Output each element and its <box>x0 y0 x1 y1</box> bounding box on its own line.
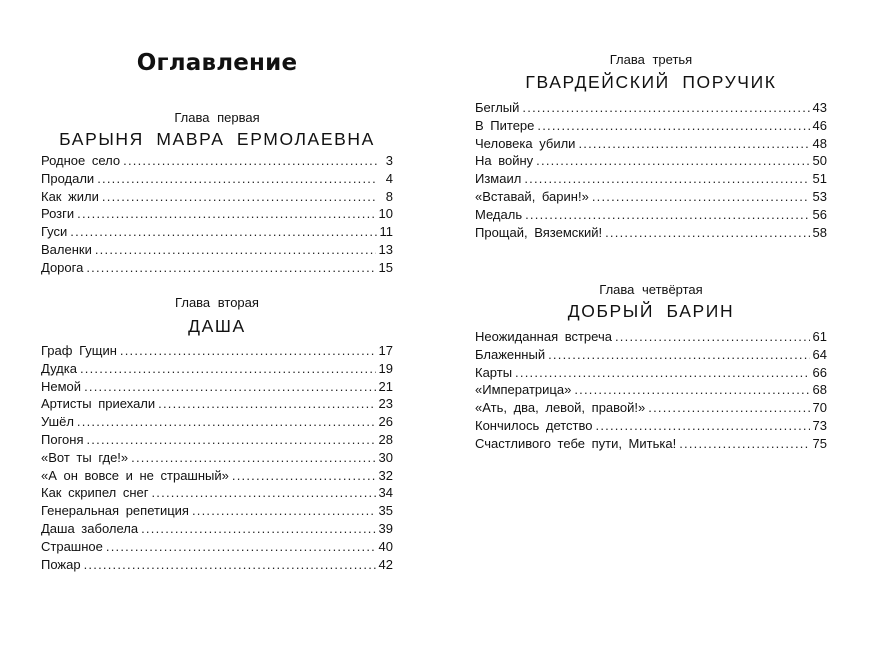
toc-entry-page-number: 21 <box>378 378 393 394</box>
toc-entry-page-number: 8 <box>385 188 393 204</box>
toc-entry-page-number: 23 <box>378 396 393 412</box>
toc-entry <box>475 170 827 188</box>
toc-entry-name: Страшное <box>41 538 103 554</box>
toc-entry <box>41 205 393 223</box>
toc-entry-name: «Вставай, барин!» <box>475 188 589 204</box>
toc-entry <box>475 224 827 242</box>
toc-entry-page-number: 68 <box>812 382 827 398</box>
toc-entry-name: Розги <box>41 206 75 222</box>
toc-entry <box>41 556 393 574</box>
toc-entry-name: Гуси <box>41 224 68 240</box>
toc-entry <box>475 117 827 135</box>
toc-entry-page-number: 46 <box>812 117 827 133</box>
toc-dot-leader <box>131 449 375 467</box>
toc-dot-leader <box>596 417 810 435</box>
toc-dot-leader <box>77 413 376 431</box>
toc-entry-page-number: 51 <box>812 171 827 187</box>
toc-entry <box>41 342 393 360</box>
chapter-4-title: ДОБРЫЙ БАРИН <box>567 301 735 321</box>
toc-entry-page-number: 43 <box>812 100 827 115</box>
toc-entry <box>41 152 393 170</box>
toc-entry-name: Валенки <box>41 241 92 257</box>
toc-dot-leader <box>524 170 809 188</box>
toc-dot-leader <box>605 224 809 242</box>
toc-entry-page-number: 4 <box>385 170 393 186</box>
toc-entry-page-number: 56 <box>812 206 827 222</box>
toc-entry-page-number: 40 <box>378 538 393 554</box>
toc-entry-name: Блаженный <box>475 346 546 362</box>
chapter-2-entries <box>41 342 393 573</box>
toc-entry <box>475 417 827 435</box>
toc-entry-name: «Императрица» <box>475 382 572 398</box>
toc-dot-leader <box>679 435 809 453</box>
toc-entry-name: Человека убили <box>475 135 576 151</box>
toc-entry <box>41 223 393 241</box>
toc-entry-name: Медаль <box>475 206 523 222</box>
toc-dot-leader <box>86 259 375 277</box>
toc-dot-leader <box>574 381 809 399</box>
toc-entry <box>475 364 827 382</box>
toc-entry <box>41 360 393 378</box>
toc-dot-leader <box>522 99 809 117</box>
toc-dot-leader <box>536 152 809 170</box>
toc-entry-name: Как жили <box>41 188 99 204</box>
toc-dot-leader <box>84 556 376 574</box>
toc-title: Оглавление <box>136 50 298 76</box>
toc-entry <box>41 520 393 538</box>
toc-entry <box>41 484 393 502</box>
toc-entry-page-number: 66 <box>812 364 827 380</box>
toc-entry-name: Ушёл <box>41 414 74 430</box>
toc-dot-leader <box>648 399 809 417</box>
chapter-1-title: БАРЫНЯ МАВРА ЕРМОЛАЕВНА <box>59 129 375 149</box>
toc-entry <box>475 435 827 453</box>
toc-dot-leader <box>123 152 378 170</box>
toc-entry-page-number: 19 <box>378 360 393 376</box>
toc-entry-page-number: 32 <box>378 467 393 483</box>
toc-entry-page-number: 50 <box>812 153 827 169</box>
toc-dot-leader <box>106 538 376 556</box>
toc-entry-name: Беглый <box>475 100 520 115</box>
toc-dot-leader <box>86 431 375 449</box>
toc-dot-leader <box>158 395 375 413</box>
chapter-2-title: ДАША <box>188 316 246 336</box>
toc-entry <box>41 259 393 277</box>
toc-entry <box>41 395 393 413</box>
toc-dot-leader <box>592 188 810 206</box>
chapter-2-kicker: Глава вторая <box>175 295 259 310</box>
toc-entry-page-number: 34 <box>378 485 393 501</box>
toc-entry <box>41 467 393 485</box>
toc-entry-page-number: 28 <box>378 431 393 447</box>
toc-entry-name: «Ать, два, левой, правой!» <box>475 400 646 416</box>
chapter-1-kicker: Глава первая <box>174 110 260 125</box>
toc-entry-name: Родное село <box>41 153 121 168</box>
toc-entry <box>475 206 827 224</box>
toc-entry-name: Артисты приехали <box>41 396 156 412</box>
toc-entry-name: На войну <box>475 153 534 169</box>
toc-dot-leader <box>525 206 809 224</box>
toc-entry <box>475 135 827 153</box>
toc-entry <box>41 431 393 449</box>
toc-entry <box>41 502 393 520</box>
toc-entry-name: Неожиданная встреча <box>475 329 612 344</box>
toc-entry-page-number: 10 <box>378 206 393 222</box>
toc-dot-leader <box>84 378 375 396</box>
chapter-3-title: ГВАРДЕЙСКИЙ ПОРУЧИК <box>525 72 777 92</box>
toc-dot-leader <box>578 135 809 153</box>
toc-entry-page-number: 61 <box>812 329 827 344</box>
toc-entry-page-number: 64 <box>812 346 827 362</box>
chapter-3-entries <box>475 99 827 241</box>
toc-entry <box>41 378 393 396</box>
toc-dot-leader <box>615 328 810 346</box>
toc-dot-leader <box>102 188 378 206</box>
toc-entry-page-number: 17 <box>378 343 393 358</box>
toc-entry-page-number: 75 <box>812 435 827 451</box>
toc-entry-page-number: 48 <box>812 135 827 151</box>
toc-dot-leader <box>537 117 809 135</box>
toc-entry-name: Граф Гущин <box>41 343 117 358</box>
toc-dot-leader <box>192 502 376 520</box>
toc-entry <box>475 346 827 364</box>
toc-entry-name: Продали <box>41 170 95 186</box>
toc-dot-leader <box>95 241 376 259</box>
toc-entry-page-number: 39 <box>378 520 393 536</box>
toc-entry-page-number: 11 <box>379 224 393 240</box>
toc-entry-name: Дорога <box>41 259 84 275</box>
toc-dot-leader <box>97 170 378 188</box>
toc-entry-page-number: 70 <box>812 400 827 416</box>
toc-entry-name: Прощай, Вяземский! <box>475 224 603 240</box>
chapter-1-entries <box>41 152 393 277</box>
toc-entry-name: Даша заболела <box>41 520 139 536</box>
toc-entry-page-number: 35 <box>378 503 393 519</box>
toc-entry-name: В Питере <box>475 117 535 133</box>
toc-dot-leader <box>141 520 375 538</box>
toc-entry <box>41 241 393 259</box>
toc-entry <box>41 413 393 431</box>
toc-entry-name: Измаил <box>475 171 522 187</box>
toc-entry <box>475 328 827 346</box>
toc-entry <box>41 449 393 467</box>
toc-entry-name: «А он вовсе и не страшный» <box>41 467 229 483</box>
toc-entry-name: Счастливого тебе пути, Митька! <box>475 435 677 451</box>
toc-entry <box>41 538 393 556</box>
toc-entry-name: Немой <box>41 378 82 394</box>
toc-entry-page-number: 73 <box>812 417 827 433</box>
chapter-4-entries <box>475 328 827 453</box>
toc-entry <box>475 99 827 117</box>
toc-entry-page-number: 3 <box>385 153 393 168</box>
toc-dot-leader <box>70 223 376 241</box>
toc-entry-page-number: 13 <box>378 241 393 257</box>
toc-entry <box>475 381 827 399</box>
toc-entry-page-number: 58 <box>812 224 827 240</box>
toc-entry-name: Как скрипел снег <box>41 485 149 501</box>
toc-entry <box>41 188 393 206</box>
toc-entry-name: Карты <box>475 364 513 380</box>
toc-dot-leader <box>515 364 809 382</box>
toc-entry-name: «Вот ты где!» <box>41 449 129 465</box>
toc-entry-name: Генеральная репетиция <box>41 503 189 519</box>
toc-entry-name: Пожар <box>41 556 81 572</box>
toc-entry-name: Дудка <box>41 360 77 376</box>
toc-entry-page-number: 53 <box>812 188 827 204</box>
chapter-3-kicker: Глава третья <box>609 52 693 67</box>
toc-entry <box>475 399 827 417</box>
chapter-4-kicker: Глава четвёртая <box>599 282 703 297</box>
toc-entry-page-number: 42 <box>378 556 393 572</box>
toc-dot-leader <box>548 346 809 364</box>
toc-dot-leader <box>80 360 376 378</box>
toc-entry-page-number: 26 <box>378 414 393 430</box>
toc-entry-name: Кончилось детство <box>475 417 593 433</box>
toc-dot-leader <box>232 467 376 485</box>
toc-entry <box>41 170 393 188</box>
toc-entry <box>475 188 827 206</box>
toc-entry <box>475 152 827 170</box>
toc-entry-page-number: 15 <box>378 259 393 275</box>
toc-entry-name: Погоня <box>41 431 84 447</box>
toc-dot-leader <box>120 342 376 360</box>
toc-entry-page-number: 30 <box>378 449 393 465</box>
toc-dot-leader <box>77 205 375 223</box>
toc-dot-leader <box>151 484 375 502</box>
